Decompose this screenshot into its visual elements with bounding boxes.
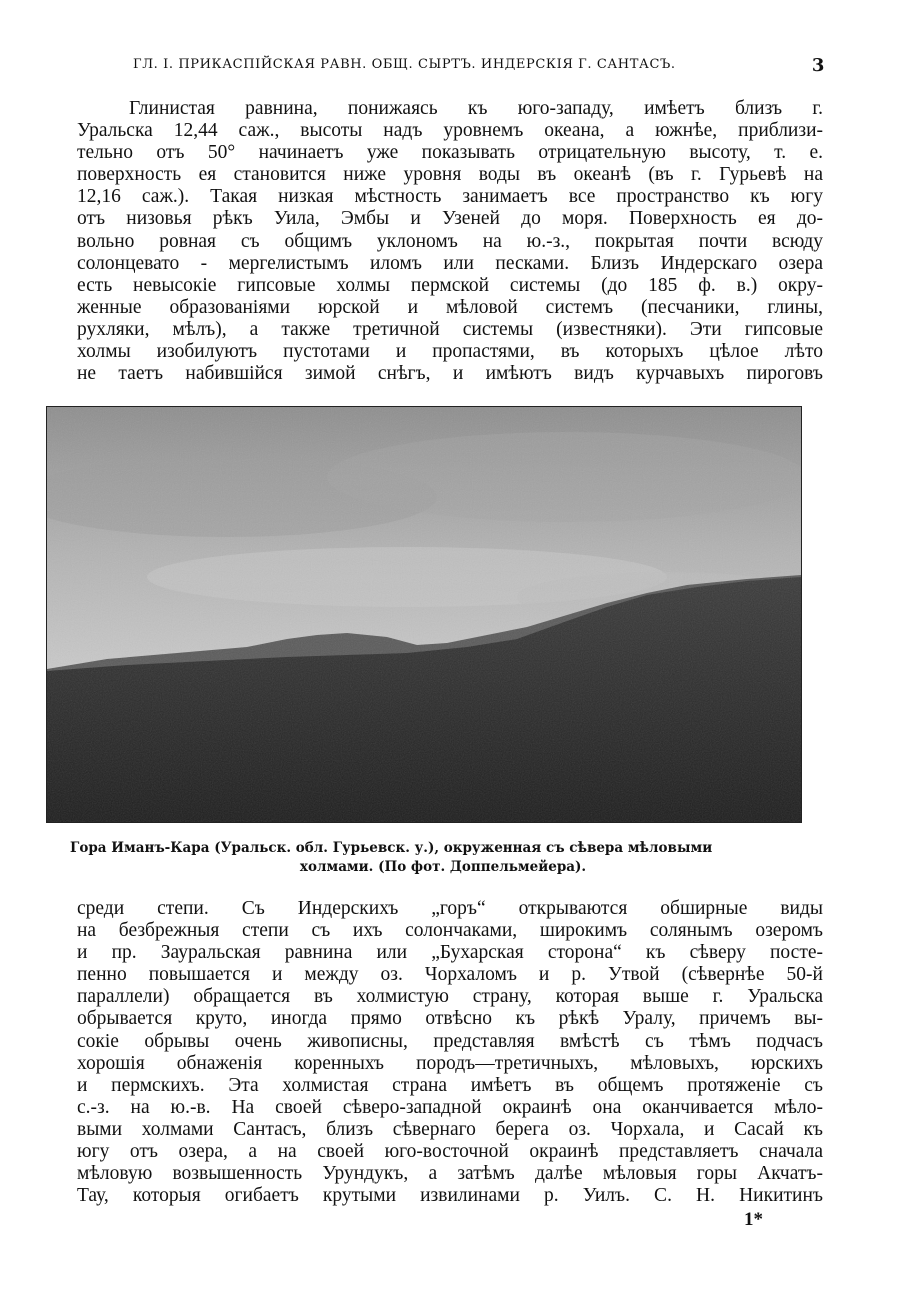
caption-line: Гора Иманъ-Кара (Уральск. обл. Гурьевск. у.), окруженная съ сѣвера мѣловыми <box>70 840 713 856</box>
text-line: параллели) обращается въ холмистую страну, которая выше г. Уральска <box>77 986 823 1008</box>
text-line: мѣловую возвышенность Урундукъ, а затѣмъ далѣе мѣловыя горы Акчатъ- <box>77 1163 823 1185</box>
text-line: отъ низовья рѣкъ Уила, Эмбы и Узеней до моря. Поверхность ея до- <box>77 208 823 230</box>
text-line: тельно отъ 50° начинаетъ уже показывать отрицательную высоту, т. е. <box>77 142 823 164</box>
text-line: пенно повышается и между оз. Чорхаломъ и р. Утвой (сѣвернѣе 50-й <box>77 964 823 986</box>
text-line: югу отъ озера, а на своей юго-восточной окраинѣ представляетъ сначала <box>77 1141 823 1163</box>
paragraph-bottom <box>77 898 823 1207</box>
landscape-photo <box>46 406 802 823</box>
text-line: Уральска 12,44 саж., высоты надъ уровнемъ океана, а южнѣе, приблизи- <box>77 120 823 142</box>
running-header <box>133 55 825 79</box>
text-line: выми холмами Сантасъ, близъ сѣвернаго берега оз. Чорхала, и Сасай къ <box>77 1118 823 1140</box>
text-line: Тау, которыя огибаетъ крутыми извилинами р. Уилъ. С. Н. Никитинъ <box>77 1185 823 1207</box>
text-line: солонцевато - мергелистымъ иломъ или песками. Близъ Индерскаго озера <box>77 252 823 274</box>
text-line: сокіе обрывы очень живописны, представляя вмѣстѣ съ тѣмъ подчасъ <box>77 1030 823 1052</box>
text-line: холмы изобилуютъ пустотами и пропастями, въ которыхъ цѣлое лѣто <box>77 341 823 363</box>
signature-mark: 1* <box>744 1209 763 1230</box>
text-line: с.-з. на ю.-в. На своей сѣверо-западной окраинѣ она оканчивается мѣло- <box>77 1096 823 1118</box>
paragraph-top <box>77 98 823 385</box>
text-line: и пр. Зауральская равнина или „Бухарская сторона“ къ сѣверу посте- <box>77 942 823 964</box>
text-line: и пермскихъ. Эта холмистая страна имѣетъ въ общемъ протяженіе съ <box>77 1074 823 1096</box>
text-line: вольно ровная съ общимъ уклономъ на ю.-з., покрытая почти всюду <box>77 230 823 252</box>
text-line: на безбрежныя степи съ ихъ солончаками, широкимъ солянымъ озеромъ <box>77 920 823 942</box>
running-title: ГЛ. I. ПРИКАСПІЙСКАЯ РАВН. ОБЩ. СЫРТЪ. ИНДЕРСКІЯ Г. САНТАСЪ. <box>133 57 676 72</box>
text-line: рухляки, мѣлъ), а также третичной системы (известняки). Эти гипсовые <box>77 318 823 340</box>
page-number: 3 <box>811 55 825 76</box>
text-line: обрывается круто, иногда прямо отвѣсно къ рѣкѣ Уралу, причемъ вы- <box>77 1008 823 1030</box>
photo-image <box>47 407 801 822</box>
text-line: поверхность ея становится ниже уровня воды въ океанѣ (въ г. Гурьевѣ на <box>77 164 823 186</box>
text-line: женные образованіями юрской и мѣловой системъ (песчаники, глины, <box>77 296 823 318</box>
text-line: хорошія обнаженія коренныхъ породъ—третичныхъ, мѣловыхъ, юрскихъ <box>77 1052 823 1074</box>
figure-caption <box>70 839 816 877</box>
text-line: 12,16 саж.). Такая низкая мѣстность занимаетъ все пространство къ югу <box>77 186 823 208</box>
text-line: Глинистая равнина, понижаясь къ юго-западу, имѣетъ близъ г. <box>129 98 823 119</box>
caption-line: холмами. (По фот. Доппельмейера). <box>299 859 587 875</box>
text-line: есть невысокіе гипсовые холмы пермской системы (до 185 ф. в.) окру- <box>77 274 823 296</box>
text-line: среди степи. Съ Индерскихъ „горъ“ открываются обширные виды <box>77 898 823 919</box>
text-line: не таетъ набившійся зимой снѣгъ, и имѣютъ видъ курчавыхъ пироговъ <box>77 363 823 385</box>
